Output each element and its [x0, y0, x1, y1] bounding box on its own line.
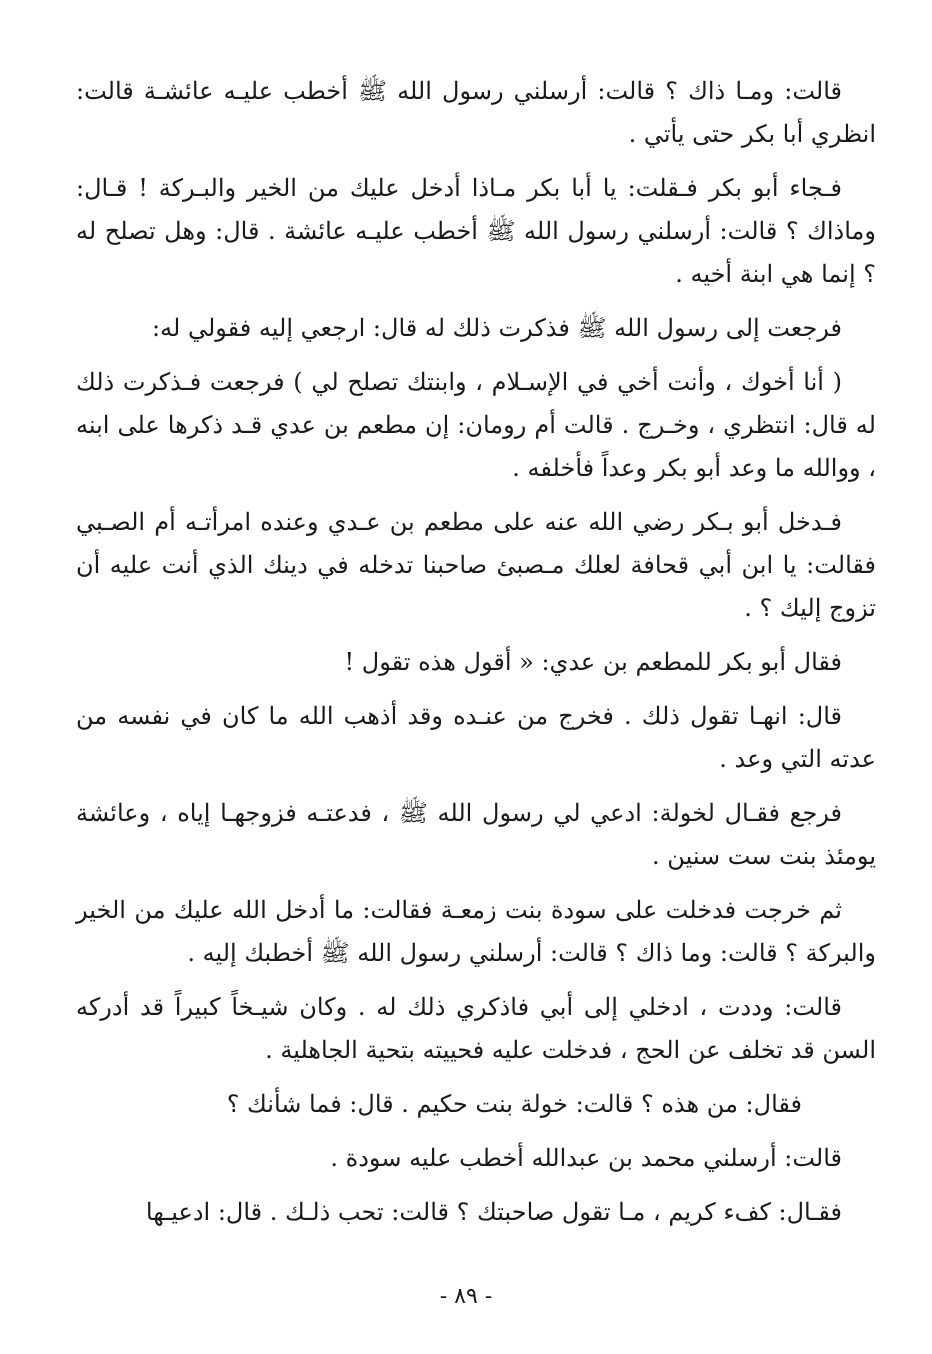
paragraph-7: قال: انهـا تقول ذلك . فخرج من عنـده وقد أذهب الله ما كان في نفسه من عدته التي وعد . [76, 702, 876, 773]
paragraph-3: فرجعت إلى رسول الله ﷺ فذكرت ذلك له قال: ارجعي إليه فقولي له: [152, 314, 842, 342]
paragraph-13: فقـال: كفء كريم ، مـا تقول صاحبتك ؟ قالت: تحب ذلـك . قال: ادعيـها [145, 1198, 842, 1226]
paragraph-12: قالت: أرسلني محمد بن عبدالله أخطب عليه سودة . [330, 1144, 842, 1172]
paragraph-10: قالت: وددت ، ادخلي إلى أبي فاذكري ذلك له . وكان شيـخاً كبيراً قد أدركه السن قد تخلف عن الحج ، فدخلت عليه فحييته بتحية الجاهلية . [76, 993, 876, 1064]
paragraph-5: فـدخل أبو بـكر رضي الله عنه على مطعم بن عـدي وعنده امرأتـه أم الصـبي فقالت: يا ابن أبي قحافة لعلك مـصبئ صاحبنا تدخله في دينك الذي أنت عليه أن تزوج إليك ؟ . [76, 508, 876, 622]
paragraph-2: فـجاء أبو بكر فـقلت: يا أبا بكر مـاذا أدخل عليك من الخير والبـركة ! قـال: وماذاك ؟ قالت: أرسلني رسول الله ﷺ أخطب عليـه عائشة . قال: وهل تصلح له ؟ إنما هي ابنة أخيه . [76, 174, 876, 288]
page-text [76, 70, 876, 1245]
paragraph-11: فقال: من هذه ؟ قالت: خولة بنت حكيم . قال: فما شأنك ؟ [226, 1090, 802, 1118]
paragraph-1: قالت: ومـا ذاك ؟ قالت: أرسلني رسول الله ﷺ أخطب عليـه عائشـة قالت: انظري أبا بكر حتى يأتي . [76, 77, 876, 148]
paragraph-8: فرجع فقـال لخولة: ادعي لي رسول الله ﷺ ، فدعتـه فزوجهـا إياه ، وعائشة يومئذ بنت ست سنين . [76, 799, 876, 870]
paragraph-6: فقال أبو بكر للمطعم بن عدي: « أقول هذه تقول ! [344, 648, 842, 676]
paragraph-4: ( أنا أخوك ، وأنت أخي في الإسـلام ، وابنتك تصلح لي ) فرجعت فـذكرت ذلك له قال: انتظري ، وخـرج . قالت أم رومان: إن مطعم بن عدي قـد ذكرها على ابنه ، ووالله ما وعد أبو بكر وعداً فأخلفه . [76, 368, 876, 482]
paragraph-9: ثم خرجت فدخلت على سودة بنت زمعـة فقالت: ما أدخل الله عليك من الخير والبركة ؟ قالت: وما ذاك ؟ قالت: أرسلني رسول الله ﷺ أخطبك إليه . [76, 896, 876, 967]
page-number: - ٨٩ - [439, 1284, 493, 1309]
